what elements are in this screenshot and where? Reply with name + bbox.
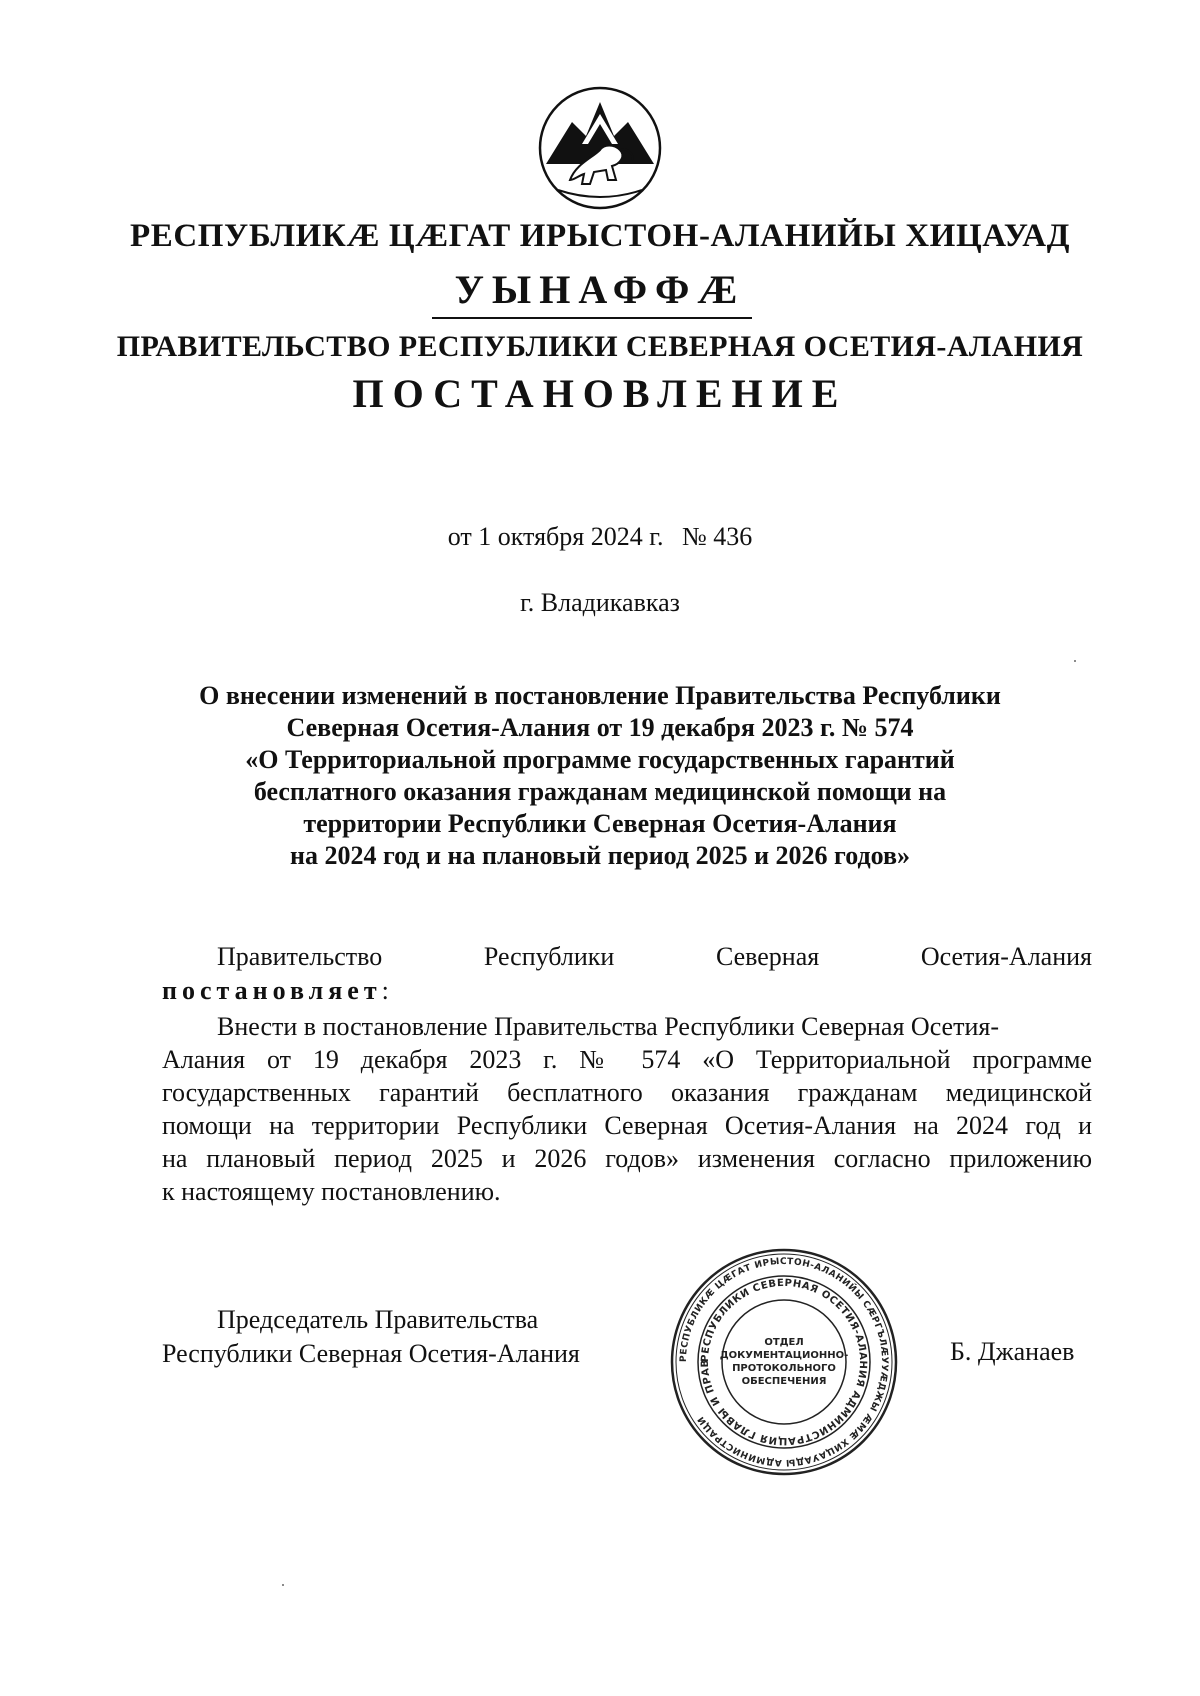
paragraph-line-text: Внести в постановление Правительства Республики Северная Осетия- <box>217 1012 999 1041</box>
stamp-center-line: ОБЕСПЕЧЕНИЯ <box>741 1376 827 1387</box>
resolves-word: Северная <box>715 942 820 971</box>
resolution-paragraph <box>162 1010 1092 1208</box>
signatory-position-line: Председатель Правительства <box>217 1305 539 1334</box>
document-title <box>0 680 1200 872</box>
coat-of-arms-emblem <box>536 84 664 212</box>
resolves-line <box>162 942 1092 972</box>
ossetian-authority-heading: РЕСПУБЛИКӔ ЦӔГАТ ИРЫСТОН-АЛАНИЙЫ ХИЦАУАД <box>129 218 1070 254</box>
document-date-line <box>0 522 1200 552</box>
resolves-verb: постановляет <box>162 976 382 1005</box>
stamp-center-line: ДОКУМЕНТАЦИОННО- <box>719 1350 849 1361</box>
signatory-name: Б. Джанаев <box>950 1337 1075 1366</box>
resolves-word: Осетия-Алания <box>920 942 1092 971</box>
heading-underline <box>432 317 752 319</box>
resolves-word: Республики <box>483 942 615 971</box>
title-line: Северная Осетия-Алания от 19 декабря 2023 г. № 574 <box>286 713 914 742</box>
scan-speck <box>1074 660 1076 662</box>
title-line: О внесении изменений в постановление Правительства Республики <box>199 681 1001 710</box>
ossetian-document-type: УЫНАФФӔ <box>454 267 746 312</box>
title-line: на 2024 год и на плановый период 2025 и 2026 годов» <box>289 841 911 870</box>
resolves-verb-line <box>162 976 1092 1006</box>
paragraph-line: к настоящему постановлению. <box>162 1177 501 1206</box>
russian-authority-heading: ПРАВИТЕЛЬСТВО РЕСПУБЛИКИ СЕВЕРНАЯ ОСЕТИЯ-АЛАНИЯ <box>116 330 1084 363</box>
stamp-center <box>668 1246 900 1478</box>
stamp-center-line: ПРОТОКОЛЬНОГО <box>732 1363 836 1374</box>
signatory-position-line: Республики Северная Осетия-Алания <box>162 1339 580 1368</box>
official-stamp <box>668 1246 900 1478</box>
paragraph-line <box>162 1010 1092 1043</box>
title-line: «О Территориальной программе государственных гарантий <box>245 745 955 774</box>
document-number: № 436 <box>681 522 753 551</box>
stamp-inner-text: РЕСПУБЛИКИ СЕВЕРНАЯ ОСЕТИЯ-АЛАНИЯ АДМИНИСТРАЦИЯ ГЛАВЫ И ПРАВ <box>699 1277 869 1447</box>
scan-speck <box>282 1584 284 1586</box>
stamp-outer-text: РЕСПУБЛИКӔ ЦӔГАТ ИРЫСТОН-АЛАНИЙЫ СӔРГЪЛӔУУӔДЖЫ ӔМӔ ХИЦАУАДЫ АДМИНИСТРАЦИ <box>678 1256 890 1468</box>
signatory-position <box>162 1303 580 1371</box>
paragraph-line: Алания от 19 декабря 2023 г. № 574 «О Территориальной программе <box>162 1045 1092 1074</box>
stamp-center-line: ОТДЕЛ <box>764 1337 804 1348</box>
resolves-word: Правительство <box>217 942 383 971</box>
paragraph-line: помощи на территории Республики Северная Осетия-Алания на 2024 год и <box>162 1111 1092 1140</box>
document-date: от 1 октября 2024 г. <box>447 522 664 551</box>
russian-document-type: ПОСТАНОВЛЕНИЕ <box>352 371 848 416</box>
title-line: территории Республики Северная Осетия-Алания <box>303 809 897 838</box>
paragraph-line: государственных гарантий бесплатного оказания гражданам медицинской <box>162 1078 1092 1107</box>
document-city: г. Владикавказ <box>520 588 680 617</box>
paragraph-line: на плановый период 2025 и 2026 годов» изменения согласно приложению <box>162 1144 1092 1173</box>
resolves-colon: : <box>381 976 389 1005</box>
title-line: бесплатного оказания гражданам медицинской помощи на <box>253 777 947 806</box>
